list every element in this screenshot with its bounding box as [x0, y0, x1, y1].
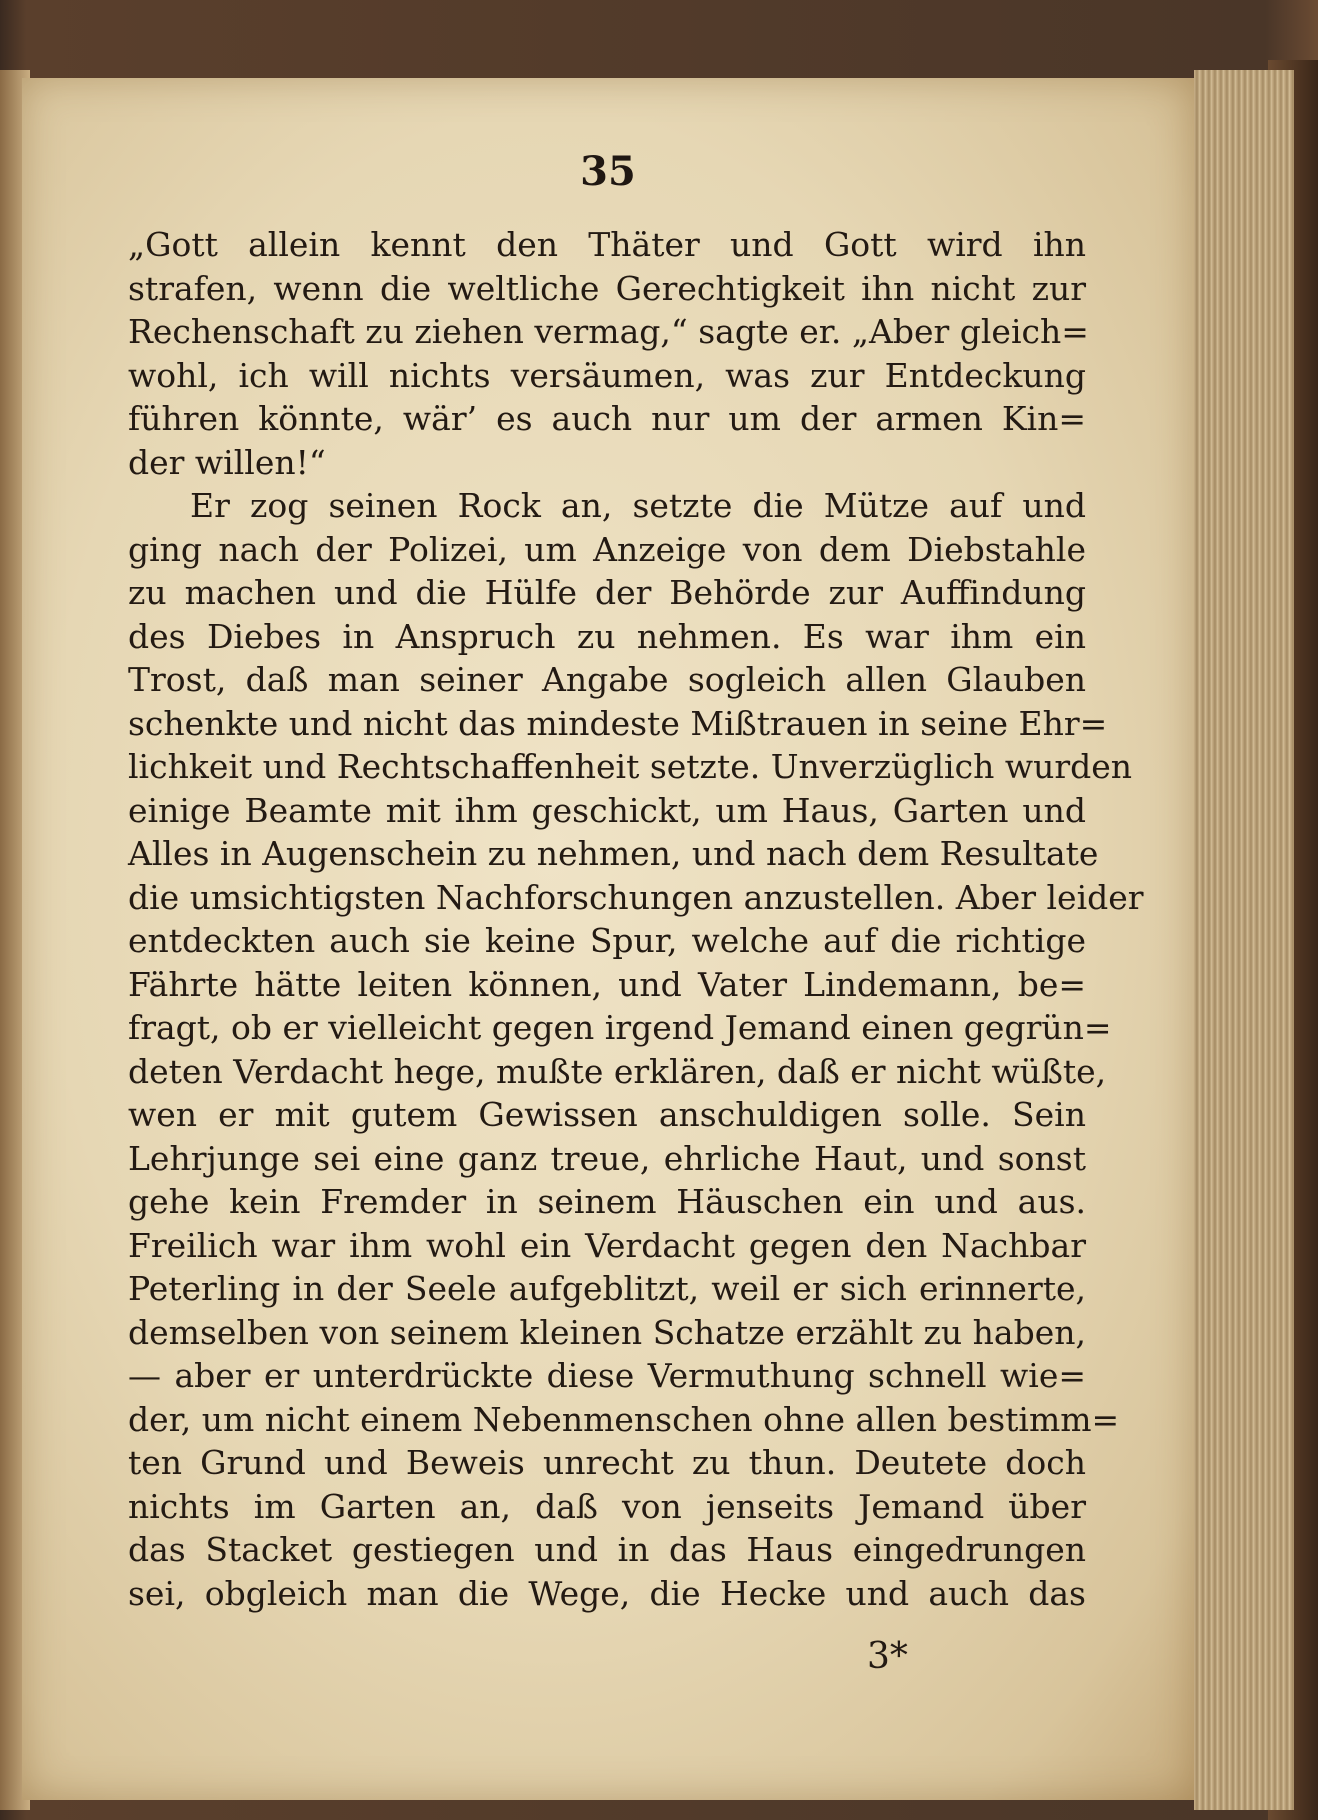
page-stack-edges: [1194, 70, 1294, 1810]
text-line: wohl, ich will nichts versäumen, was zur Entdeckung: [128, 355, 1086, 395]
text-line: zu machen und die Hülfe der Behörde zur Auffindung: [128, 573, 1086, 612]
text-line: sei, obgleich man die Wege, die Hecke und auch das: [128, 1573, 1086, 1613]
book-page: [22, 78, 1194, 1800]
text-line: Trost, daß man seiner Angabe sogleich allen Glauben: [128, 660, 1086, 699]
text-line: schenkte und nicht das mindeste Mißtrauen in seine Ehr=: [128, 703, 1108, 743]
text-line: „Gott allein kennt den Thäter und Gott wird ihn: [128, 225, 1086, 264]
text-line: demselben von seinem kleinen Schatze erzählt zu haben,: [128, 1312, 1086, 1352]
text-line: gehe kein Fremder in seinem Häuschen ein und aus.: [128, 1182, 1086, 1221]
page-number: 35: [580, 148, 636, 195]
text-line: wen er mit gutem Gewissen anschuldigen solle. Sein: [128, 1095, 1086, 1134]
text-line: entdeckten auch sie keine Spur, welche auf die richtige: [128, 921, 1086, 960]
text-line: Alles in Augenschein zu nehmen, und nach dem Resultate: [128, 834, 1099, 873]
text-line: der willen!“: [128, 442, 326, 482]
text-line: — aber er unterdrückte diese Vermuthung schnell wie=: [128, 1356, 1086, 1395]
text-line: Fährte hätte leiten können, und Vater Lindemann, be=: [128, 964, 1086, 1004]
text-line: der, um nicht einem Nebenmenschen ohne allen bestimm=: [128, 1399, 1120, 1439]
text-line: die umsichtigsten Nachforschungen anzustellen. Aber leider: [128, 877, 1144, 917]
text-line: deten Verdacht hege, mußte erklären, daß er nicht wüßte,: [128, 1051, 1107, 1091]
text-line: Peterling in der Seele aufgeblitzt, weil er sich erinnerte,: [128, 1269, 1086, 1308]
text-line: des Diebes in Anspruch zu nehmen. Es war ihm ein: [128, 616, 1086, 656]
text-line: Lehrjunge sei eine ganz treue, ehrliche Haut, und sonst: [128, 1138, 1086, 1178]
text-line: lichkeit und Rechtschaffenheit setzte. Unverzüglich wurden: [128, 747, 1133, 786]
text-line: einige Beamte mit ihm geschickt, um Haus, Garten und: [128, 790, 1086, 830]
text-line: ten Grund und Beweis unrecht zu thun. Deutete doch: [128, 1443, 1086, 1482]
text-line: nichts im Garten an, daß von jenseits Jemand über: [128, 1486, 1086, 1526]
text-line: das Stacket gestiegen und in das Haus eingedrungen: [128, 1530, 1086, 1569]
text-line: Er zog seinen Rock an, setzte die Mütze auf und: [190, 486, 1086, 525]
text-line: fragt, ob er vielleicht gegen irgend Jemand einen gegrün=: [128, 1008, 1112, 1047]
signature-mark: 3*: [867, 1636, 908, 1677]
text-line: Freilich war ihm wohl ein Verdacht gegen den Nachbar: [128, 1225, 1086, 1265]
body-text: [128, 223, 1144, 1615]
text-line: ging nach der Polizei, um Anzeige von dem Diebstahle: [128, 529, 1086, 569]
text-line: führen könnte, wär’ es auch nur um der armen Kin=: [128, 399, 1086, 438]
text-line: Rechenschaft zu ziehen vermag,“ sagte er. „Aber gleich=: [128, 312, 1089, 351]
text-line: strafen, wenn die weltliche Gerechtigkeit ihn nicht zur: [128, 268, 1086, 308]
